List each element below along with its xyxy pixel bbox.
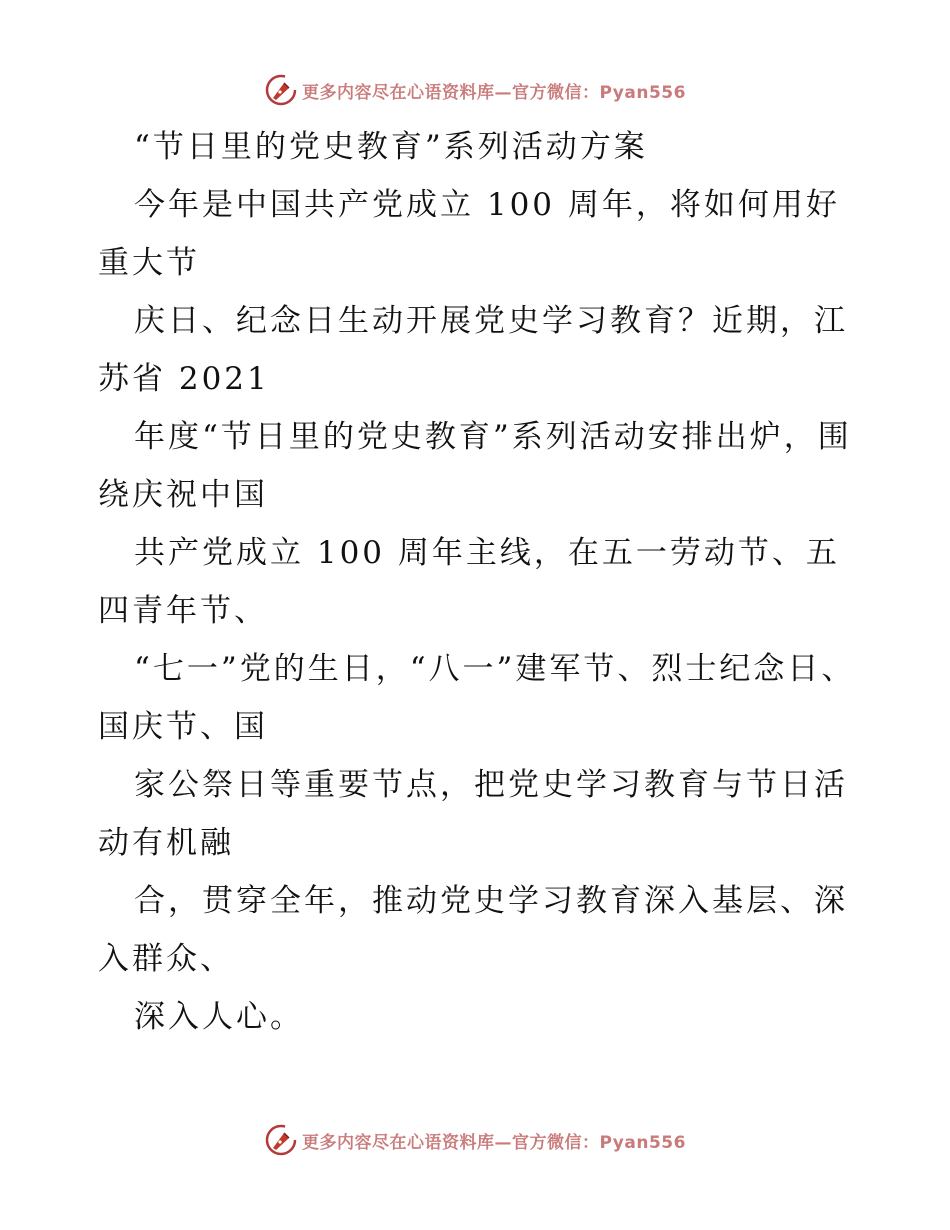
paragraph-line: 今年是中国共产党成立 100 周年，将如何用好重大节 [98, 187, 840, 281]
watermark-text: 更多内容尽在心语资料库—官方微信：Pyan556 [302, 1132, 686, 1153]
pen-nib-logo-icon [264, 73, 298, 107]
document-title: “节日里的党史教育”系列活动方案 [134, 129, 648, 165]
paragraph-line: 年度“节日里的党史教育”系列活动安排出炉，围绕庆祝中国 [98, 419, 852, 513]
paragraph-line: 深入人心。 [134, 999, 304, 1035]
header-watermark [0, 70, 950, 110]
pen-nib-logo-icon [264, 1123, 298, 1157]
paragraph-line: 家公祭日等重要节点，把党史学习教育与节日活动有机融 [98, 767, 848, 861]
footer-watermark [0, 1120, 950, 1160]
paragraph-line: 庆日、纪念日生动开展党史学习教育？近期，江苏省 2021 [98, 303, 848, 397]
document-body [98, 118, 858, 1046]
paragraph-line: 共产党成立 100 周年主线，在五一劳动节、五四青年节、 [98, 535, 840, 629]
watermark-text: 更多内容尽在心语资料库—官方微信：Pyan556 [302, 82, 686, 103]
paragraph-line: “七一”党的生日，“八一”建军节、烈士纪念日、国庆节、国 [98, 651, 856, 745]
paragraph-line: 合，贯穿全年，推动党史学习教育深入基层、深入群众、 [98, 883, 848, 977]
